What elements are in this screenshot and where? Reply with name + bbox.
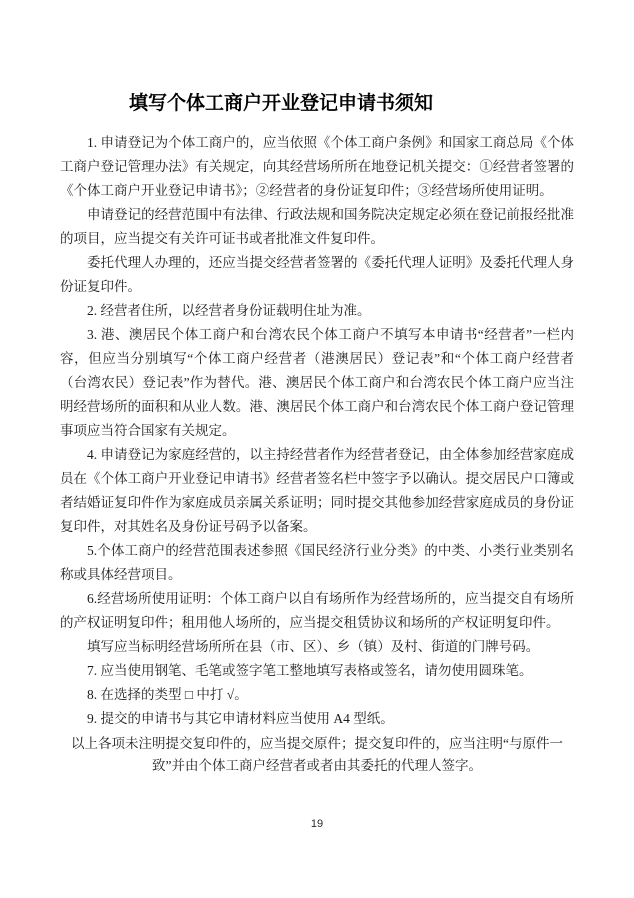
notice-paragraph-3: 委托代理人办理的，还应当提交经营者签署的《委托代理人证明》及委托代理人身份证复印件。	[60, 255, 574, 294]
notice-item-7: 7. 应当使用钢笔、毛笔或签字笔工整地填写表格或签名，请勿使用圆珠笔。	[87, 663, 533, 678]
notice-item-9: 9. 提交的申请书与其它申请材料应当使用 A4 型纸。	[87, 711, 394, 726]
notice-item-5: 5.个体工商户的经营范围表述参照《国民经济行业分类》的中类、小类行业类别名称或具体经营项目。	[60, 543, 574, 582]
document-body	[60, 88, 574, 777]
notice-item-3: 3. 港、澳居民个体工商户和台湾农民个体工商户不填写本申请书“经营者”一栏内容，但应当分别填写“个体工商户经营者（港澳居民）登记表”和“个体工商户经营者（台湾农民）登记表”作为替代。港、澳居民个体工商户和台湾农民个体工商户应当注明经营场所的面积和从业人数。港、澳居民个体工商户和台湾农民个体工商户登记管理事项应当符合国家有关规定。	[60, 327, 574, 438]
page-number: 19	[310, 818, 324, 830]
notice-paragraph-address: 填写应当标明经营场所所在县（市、区）、乡（镇）及村、街道的门牌号码。	[87, 639, 540, 654]
notice-paragraph-2: 申请登记的经营范围中有法律、行政法规和国务院决定规定必须在登记前报经批准的项目，应当提交有关许可证书或者批准文件复印件。	[60, 207, 574, 246]
document-title: 填写个体工商户开业登记申请书须知	[128, 93, 433, 114]
notice-item-2: 2. 经营者住所，以经营者身份证载明住址为准。	[87, 303, 371, 318]
notice-paragraph-1: 1. 申请登记为个体工商户的，应当依照《个体工商户条例》和国家工商总局《个体工商户登记管理办法》有关规定，向其经营场所所在地登记机关提交：①经营者签署的《个体工商户开业登记申请书》；②经营者的身份证复印件；③经营场所使用证明。	[60, 135, 574, 198]
notice-item-4: 4. 申请登记为家庭经营的，以主持经营者作为经营者登记，由全体参加经营家庭成员在《个体工商户开业登记申请书》经营者签名栏中签字予以确认。提交居民户口簿或者结婚证复印件作为家庭成员亲属关系证明；同时提交其他参加经营家庭成员的身份证复印件，对其姓名及身份证号码予以备案。	[60, 447, 574, 534]
notice-item-6: 6.经营场所使用证明：个体工商户以自有场所作为经营场所的，应当提交自有场所的产权证明复印件；租用他人场所的，应当提交租赁协议和场所的产权证明复印件。	[60, 591, 574, 630]
closing-note: 以上各项未注明提交复印件的，应当提交原件；提交复印件的，应当注明“与原件一致”并由个体工商户经营者或者由其委托的代理人签字。	[71, 736, 563, 773]
notice-item-8: 8. 在选择的类型 □ 中打 √。	[87, 687, 248, 702]
